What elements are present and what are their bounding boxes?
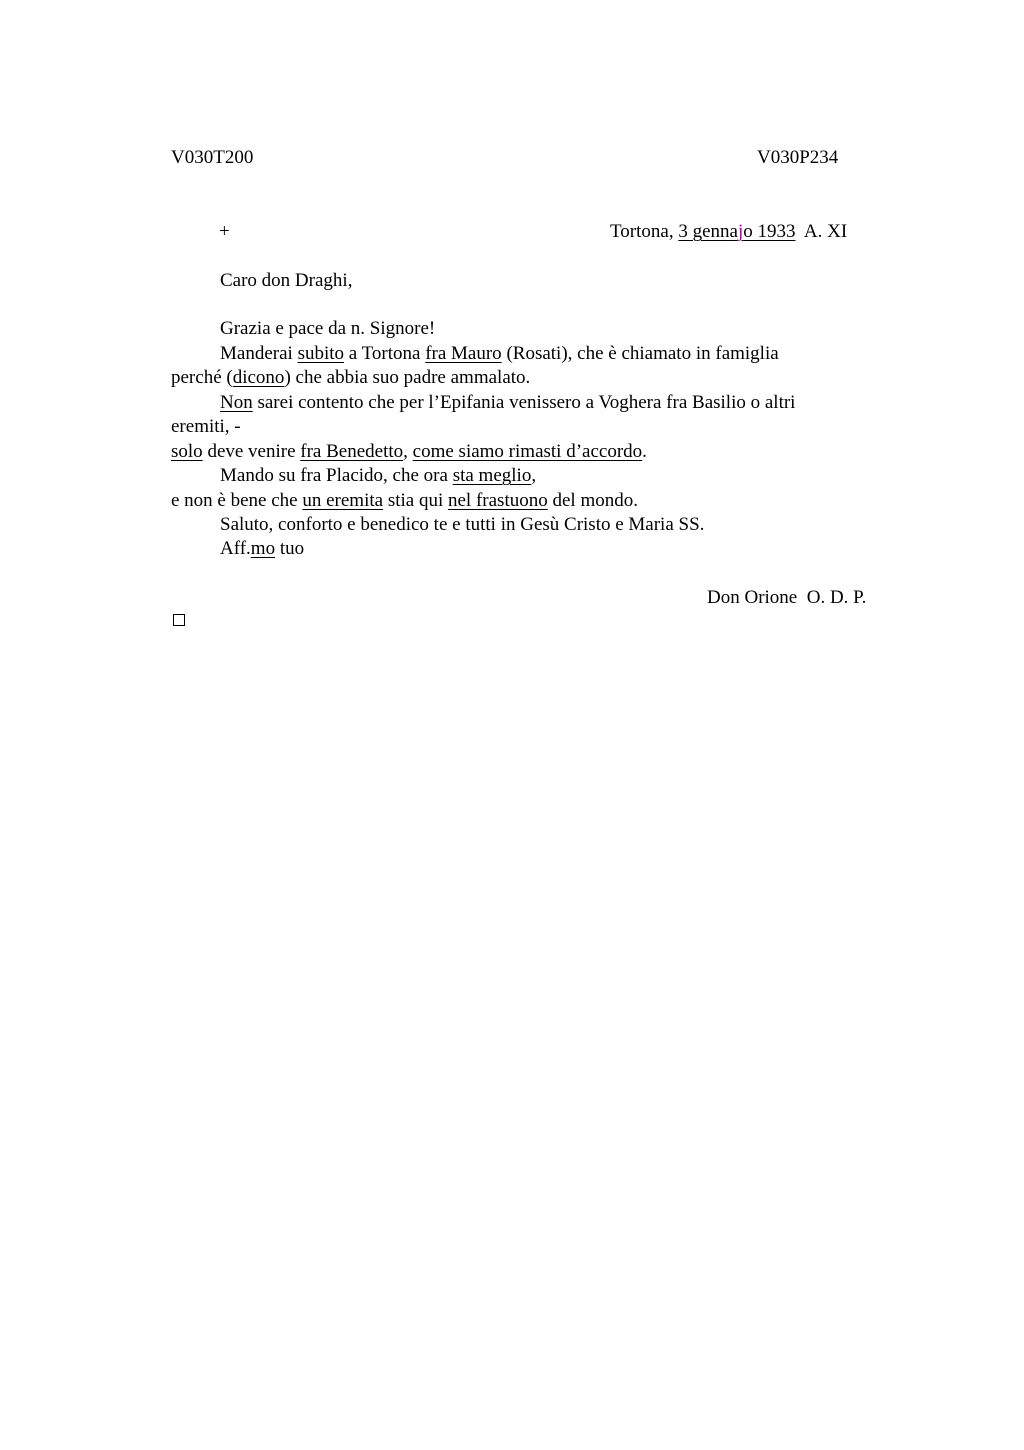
salutation: Caro don Draghi,	[220, 270, 353, 291]
date-underlined: 3 gennajo 1933	[678, 221, 796, 242]
paragraph-3: solo deve venire fra Benedetto, come siamo rimasti d’accordo.	[171, 441, 647, 462]
paragraph-5: e non è bene che un eremita stia qui nel frastuono del mondo.	[171, 490, 638, 511]
document-code-left: V030T200	[171, 147, 254, 168]
paragraph-2-continued: eremiti, -	[171, 416, 241, 437]
paragraph-1-continued: perché (dicono) che abbia suo padre ammalato.	[171, 367, 531, 388]
paragraph-6: Saluto, conforto e benedico te e tutti in Gesù Cristo e Maria SS.	[220, 514, 705, 535]
end-marker-box-icon	[173, 614, 185, 626]
paragraph-2: Non sarei contento che per l’Epifania venissero a Voghera fra Basilio o altri	[220, 392, 796, 413]
paragraph-1: Manderai subito a Tortona fra Mauro (Rosati), che è chiamato in famiglia	[220, 343, 779, 364]
cross-symbol: +	[219, 221, 230, 242]
greeting: Grazia e pace da n. Signore!	[220, 318, 436, 339]
date-era: A. XI	[795, 221, 848, 242]
date-line	[610, 220, 847, 244]
document-code-right: V030P234	[757, 147, 839, 168]
closing: Aff.mo tuo	[220, 538, 305, 559]
paragraph-4: Mando su fra Placido, che ora sta meglio,	[220, 465, 537, 486]
date-place: Tortona,	[610, 221, 679, 242]
signature: Don Orione O. D. P.	[707, 587, 867, 608]
